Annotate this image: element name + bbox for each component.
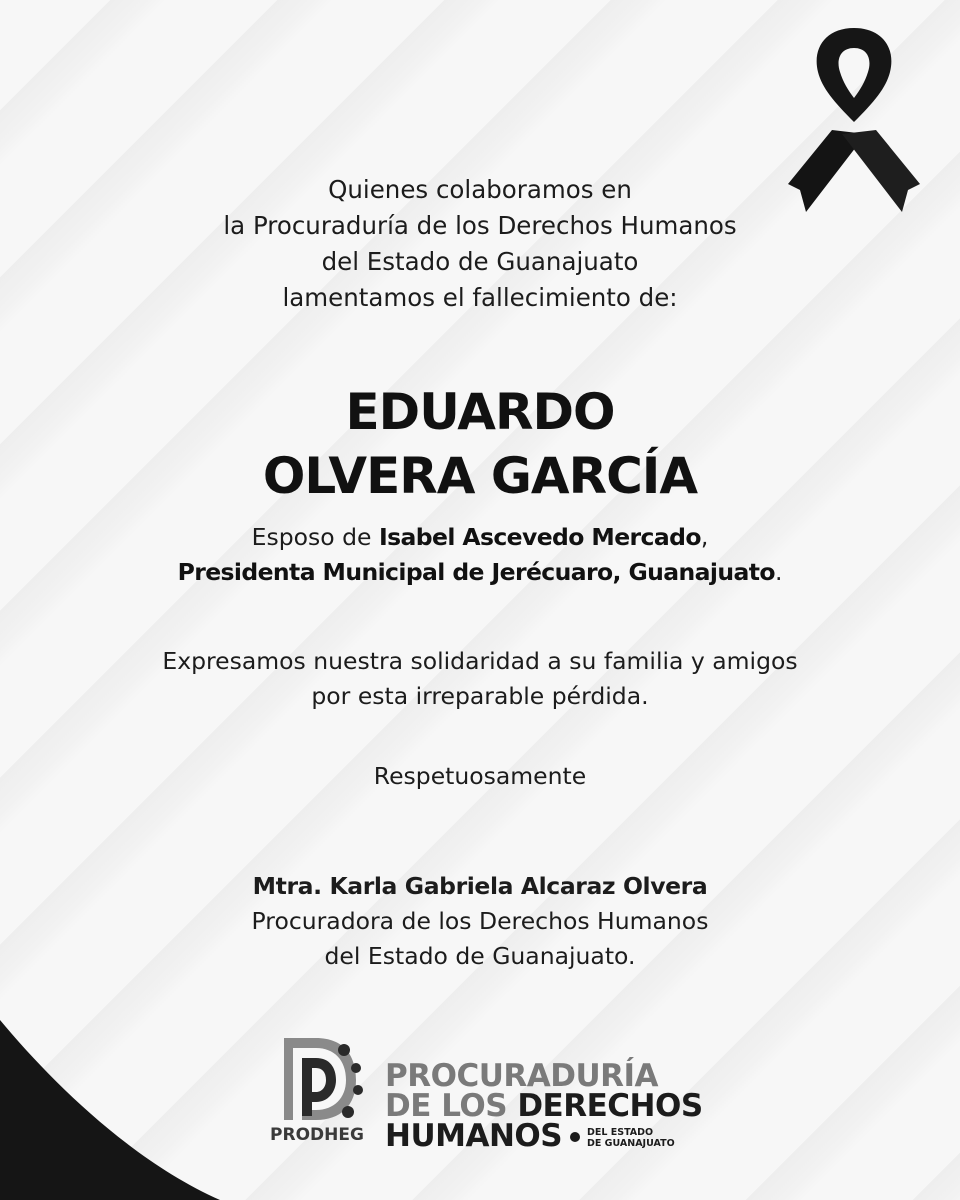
signatory-name: Mtra. Karla Gabriela Alcaraz Olvera [252, 872, 708, 900]
corner-curve-decoration [0, 1020, 220, 1200]
logo-line-1: PROCURADURÍA [385, 1058, 659, 1094]
intro-line-4: lamentamos el fallecimiento de: [282, 283, 678, 312]
logo-state-text [587, 1127, 675, 1149]
signatory-title-line-2: del Estado de Guanajuato. [324, 942, 636, 970]
prodheg-logo-mark [272, 1032, 368, 1136]
intro-line-3: del Estado de Guanajuato [321, 247, 639, 276]
signature-block [0, 869, 960, 974]
solidarity-line-1: Expresamos nuestra solidaridad a su familia y amigos [162, 647, 798, 675]
logo-line-2b: DERECHOS [517, 1088, 703, 1124]
deceased-name-line-1: EDUARDO [345, 383, 615, 441]
spouse-comma: , [700, 523, 709, 551]
logo-line-3: HUMANOS [385, 1118, 563, 1154]
spouse-role: Presidenta Municipal de Jerécuaro, Guanajuato [177, 558, 775, 586]
spouse-prefix: Esposo de [251, 523, 379, 551]
intro-line-1: Quienes colaboramos en [328, 175, 632, 204]
logo-dot [570, 1132, 580, 1142]
logo-small-line-2: DE GUANAJUATO [587, 1138, 675, 1149]
signatory-title-line-1: Procuradora de los Derechos Humanos [251, 907, 709, 935]
spouse-period: . [774, 558, 783, 586]
solidarity-text [0, 644, 960, 714]
intro-line-2: la Procuraduría de los Derechos Humanos [223, 211, 737, 240]
deceased-name-line-2: OLVERA GARCÍA [262, 447, 698, 505]
spouse-text [0, 520, 960, 590]
intro-text [0, 172, 960, 316]
logo-small-line-1: DEL ESTADO [587, 1127, 654, 1138]
respect-text: Respetuosamente [373, 762, 587, 790]
logo-line-2a: DE LOS [385, 1088, 518, 1124]
spouse-name: Isabel Ascevedo Mercado [378, 523, 701, 551]
logo-abbreviation: PRODHEG [270, 1125, 364, 1145]
deceased-name [0, 380, 960, 508]
solidarity-line-2: por esta irreparable pérdida. [311, 682, 649, 710]
